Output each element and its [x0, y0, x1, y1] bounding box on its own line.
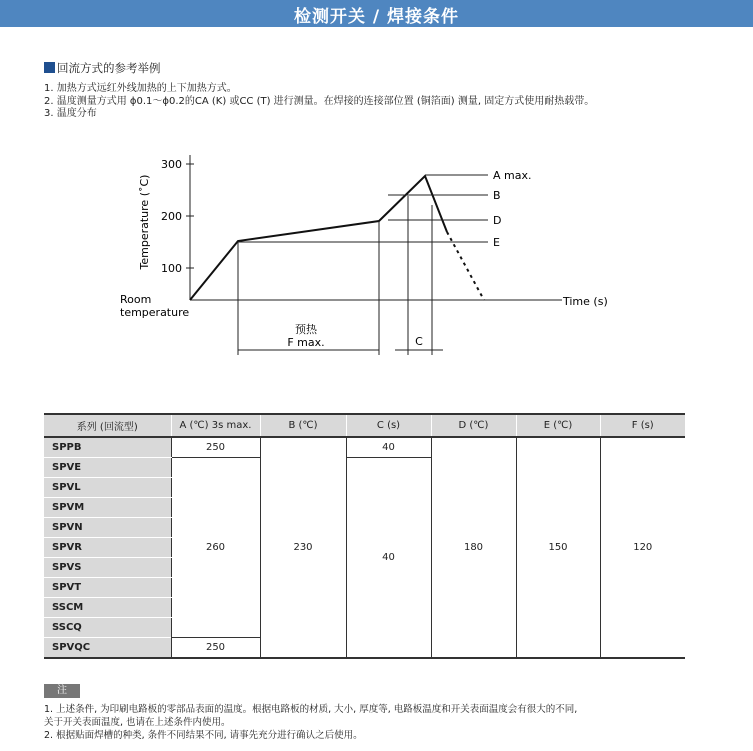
header-c: C (s)	[346, 414, 431, 437]
y-tick-label-100: 100	[161, 262, 182, 275]
header-banner	[0, 0, 753, 27]
y-tick-label-200: 200	[161, 210, 182, 223]
header-d: D (℃)	[431, 414, 516, 437]
f-value-cell: 120	[600, 437, 685, 658]
y-axis-label: Temperature (˚C)	[138, 174, 151, 270]
page-title: 检测开关 / 焊接条件	[293, 7, 460, 27]
e-value-cell: 150	[516, 437, 600, 658]
temperature-profile-chart	[0, 150, 753, 365]
level-label-e: E	[493, 236, 500, 249]
model-cell: SPVE	[44, 458, 171, 478]
d-value-cell: 180	[431, 437, 516, 658]
c-value-cell: 40	[346, 458, 431, 659]
note-line-2: 关于开关表面温度, 也请在上述条件内使用。	[44, 717, 231, 728]
model-cell: SPVL	[44, 478, 171, 498]
header-series: 系列 (回流型)	[44, 414, 171, 437]
header-a: A (℃) 3s max.	[171, 414, 260, 437]
c-value-cell: 40	[346, 437, 431, 458]
y-tick-label-300: 300	[161, 158, 182, 171]
section-title: 回流方式的参考举例	[57, 61, 161, 75]
intro-line-1: 1. 加热方式远红外线加热的上下加热方式。	[44, 83, 237, 94]
note-tag: 注	[44, 684, 80, 698]
reflow-conditions-table	[44, 413, 685, 659]
model-cell: SPVN	[44, 518, 171, 538]
a-value-cell: 260	[171, 458, 260, 638]
model-cell: SPVM	[44, 498, 171, 518]
table-header-row	[44, 414, 685, 437]
model-cell: SPVR	[44, 538, 171, 558]
level-label-b: B	[493, 189, 501, 202]
level-label-d: D	[493, 214, 502, 227]
f-max-label: F max.	[287, 336, 325, 349]
level-label-a: A max.	[493, 169, 532, 182]
header-f: F (s)	[600, 414, 685, 437]
header-b: B (℃)	[260, 414, 346, 437]
note-line-1: 1. 上述条件, 为印刷电路板的零部品表面的温度。根据电路板的材质, 大小, 厚度等, 电路板温度和开关表面温度会有很大的不同,	[44, 704, 578, 715]
square-bullet-icon	[44, 62, 55, 73]
b-value-cell: 230	[260, 437, 346, 658]
a-value-cell: 250	[171, 638, 260, 659]
preheat-label: 预热	[295, 323, 317, 336]
c-label: C	[415, 335, 423, 348]
intro-line-2: 2. 温度测量方式用 ϕ0.1～ϕ0.2的CA (K) 或CC (T) 进行测量。在焊接的连接部位置 (铜箔面) 测量, 固定方式使用耐热载带。	[44, 96, 595, 107]
x-axis-label: Time (s)	[563, 295, 608, 308]
origin-label-temperature: temperature	[120, 306, 190, 319]
model-cell: SPVT	[44, 578, 171, 598]
a-value-cell: 250	[171, 437, 260, 458]
note-line-3: 2. 根据贴面焊槽的种类, 条件不同结果不同, 请事先充分进行确认之后使用。	[44, 730, 363, 741]
model-cell: SPVS	[44, 558, 171, 578]
model-cell: SPPB	[44, 437, 171, 458]
model-cell: SPVQC	[44, 638, 171, 659]
section-heading	[44, 60, 161, 76]
table-row	[44, 437, 685, 458]
model-cell: SSCM	[44, 598, 171, 618]
header-e: E (℃)	[516, 414, 600, 437]
origin-label-room: Room	[120, 293, 152, 306]
intro-line-3: 3. 温度分布	[44, 108, 97, 119]
model-cell: SSCQ	[44, 618, 171, 638]
